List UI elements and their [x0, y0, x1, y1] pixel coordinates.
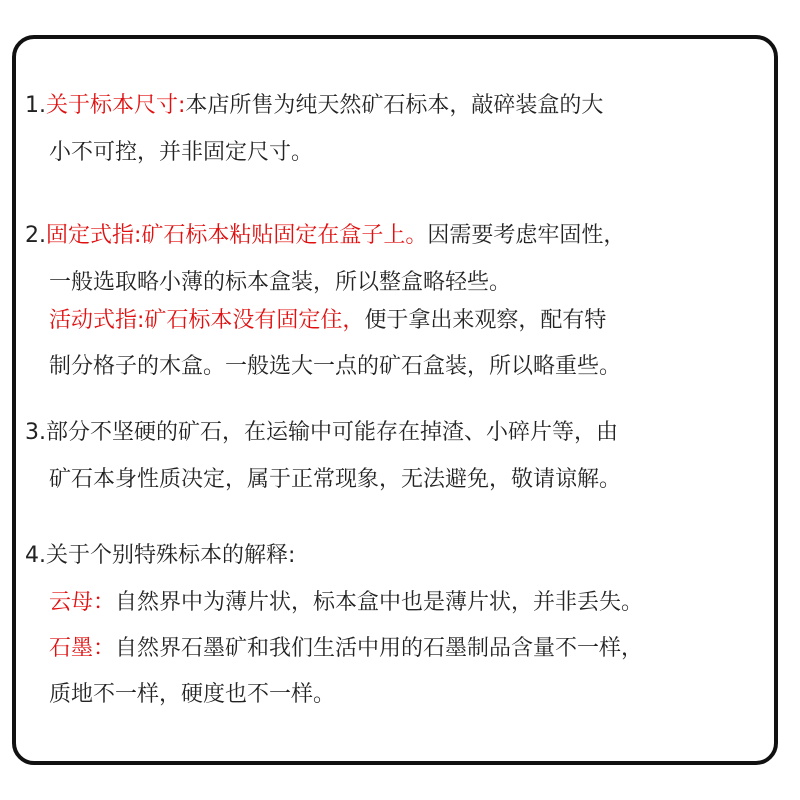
- note-1-line: [49, 139, 313, 167]
- body-text: 因需要考虑牢固性，: [427, 223, 626, 248]
- body-text: 自然界石墨矿和我们生活中用的石墨制品含量不一样，: [115, 636, 644, 661]
- note-2-line: [49, 269, 511, 297]
- body-text: 本店所售为纯天然矿石标本，敲碎装盒的大: [185, 93, 604, 118]
- body-text: 矿石本身性质决定，属于正常现象，无法避免，敬请谅解。: [49, 467, 622, 492]
- body-text: 制分格子的木盒。一般选大一点的矿石盒装，所以略重些。: [49, 354, 622, 379]
- body-text: 4.关于个别特殊标本的解释:: [25, 543, 296, 568]
- note-3-line: [49, 466, 621, 494]
- note-2-line: [49, 307, 606, 335]
- body-text: 质地不一样，硬度也不一样。: [49, 682, 336, 707]
- note-3-line: [25, 419, 618, 447]
- highlight-text: 活动式指:矿石标本没有固定住，: [49, 308, 365, 333]
- note-4-line: [49, 681, 335, 709]
- note-2-line: [49, 353, 621, 381]
- body-text: 自然界中为薄片状，标本盒中也是薄片状，并非丢失。: [115, 590, 644, 615]
- note-4-line: [49, 635, 643, 663]
- highlight-text: 关于标本尺寸:: [46, 93, 186, 118]
- highlight-text: 云母：: [49, 590, 116, 615]
- body-text: 3.部分不坚硬的矿石，在运输中可能存在掉渣、小碎片等，由: [25, 420, 618, 445]
- note-2-line: [25, 222, 625, 250]
- body-text: 1.: [25, 93, 46, 118]
- body-text: 一般选取略小薄的标本盒装，所以整盒略轻些。: [49, 270, 512, 295]
- highlight-text: 固定式指:矿石标本粘贴固定在盒子上。: [46, 223, 428, 248]
- note-4-line: [25, 542, 295, 570]
- body-text: 2.: [25, 223, 46, 248]
- note-4-line: [49, 589, 643, 617]
- note-1-line: [25, 92, 603, 120]
- body-text: 小不可控，并非固定尺寸。: [49, 140, 314, 165]
- body-text: 便于拿出来观察，配有特: [364, 308, 607, 333]
- highlight-text: 石墨：: [49, 636, 116, 661]
